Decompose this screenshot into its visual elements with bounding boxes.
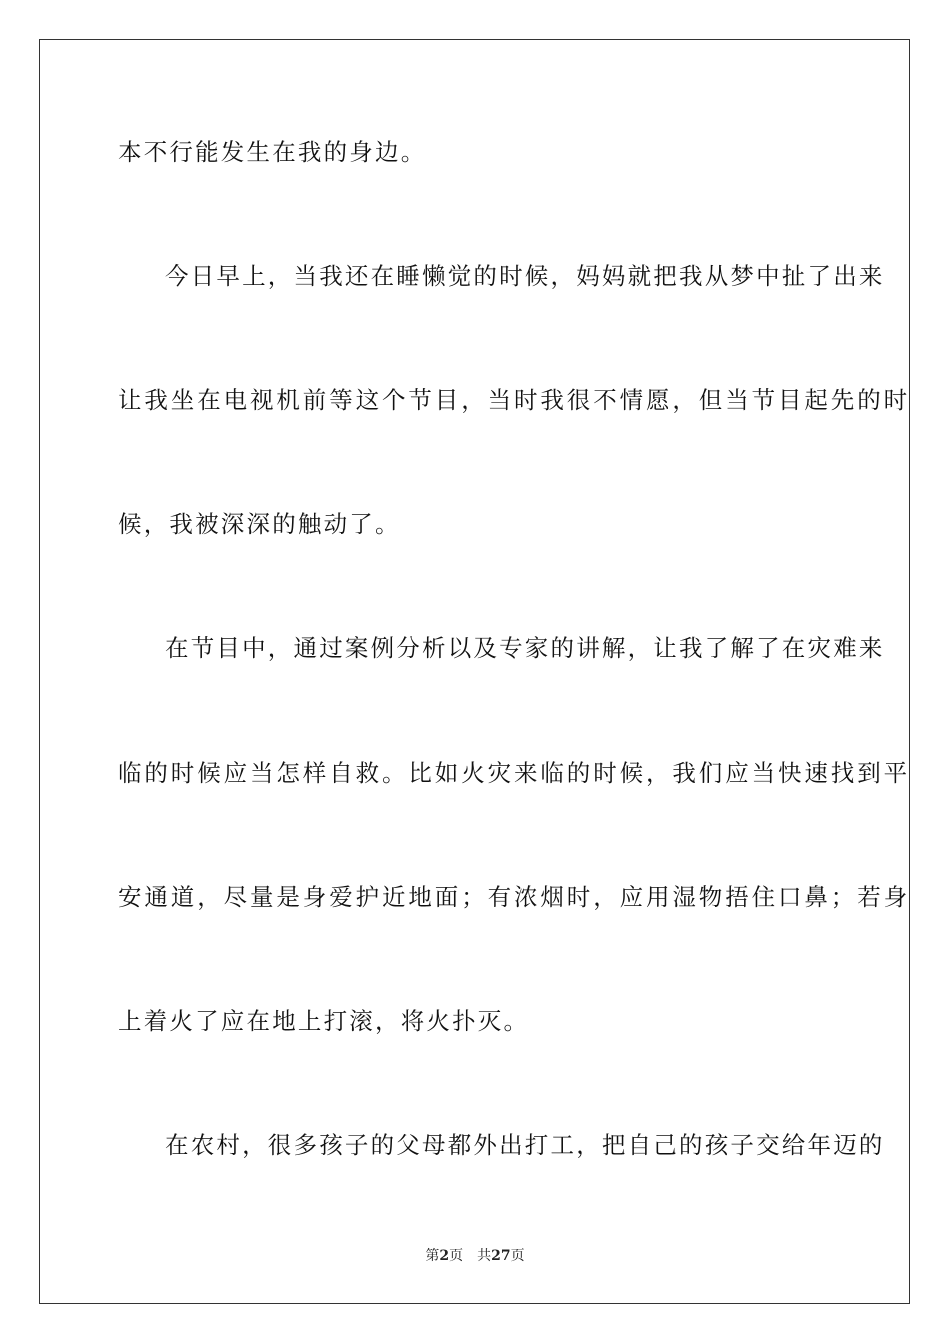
text-line-7: 安通道，尽量是身爱护近地面；有浓烟时，应用湿物捂住口鼻；若身 [118,883,910,911]
text-line-6: 临的时候应当怎样自救。比如火灾来临的时候，我们应当快速找到平 [118,759,910,787]
text-line-3: 让我坐在电视机前等这个节目，当时我很不情愿，但当节目起先的时 [118,386,910,414]
total-prefix: 共 [477,1248,492,1264]
total-suffix: 页 [510,1248,525,1264]
text-line-4: 候，我被深深的触动了。 [118,510,401,538]
page-frame [39,39,910,1304]
page-footer [0,1247,950,1265]
page-number: 2 [439,1248,450,1264]
text-line-8: 上着火了应在地上打滚，将火扑灭。 [118,1007,530,1035]
text-line-9: 在农村，很多孩子的父母都外出打工，把自己的孩子交给年迈的 [165,1131,885,1159]
text-line-5: 在节目中，通过案例分析以及专家的讲解，让我了解了在灾难来 [165,634,885,662]
page-prefix: 第 [425,1248,440,1264]
page-suffix: 页 [449,1248,464,1264]
text-line-2: 今日早上，当我还在睡懒觉的时候，妈妈就把我从梦中扯了出来 [165,262,885,290]
total-pages: 27 [491,1248,511,1264]
text-line-1: 本不行能发生在我的身边。 [118,138,427,166]
